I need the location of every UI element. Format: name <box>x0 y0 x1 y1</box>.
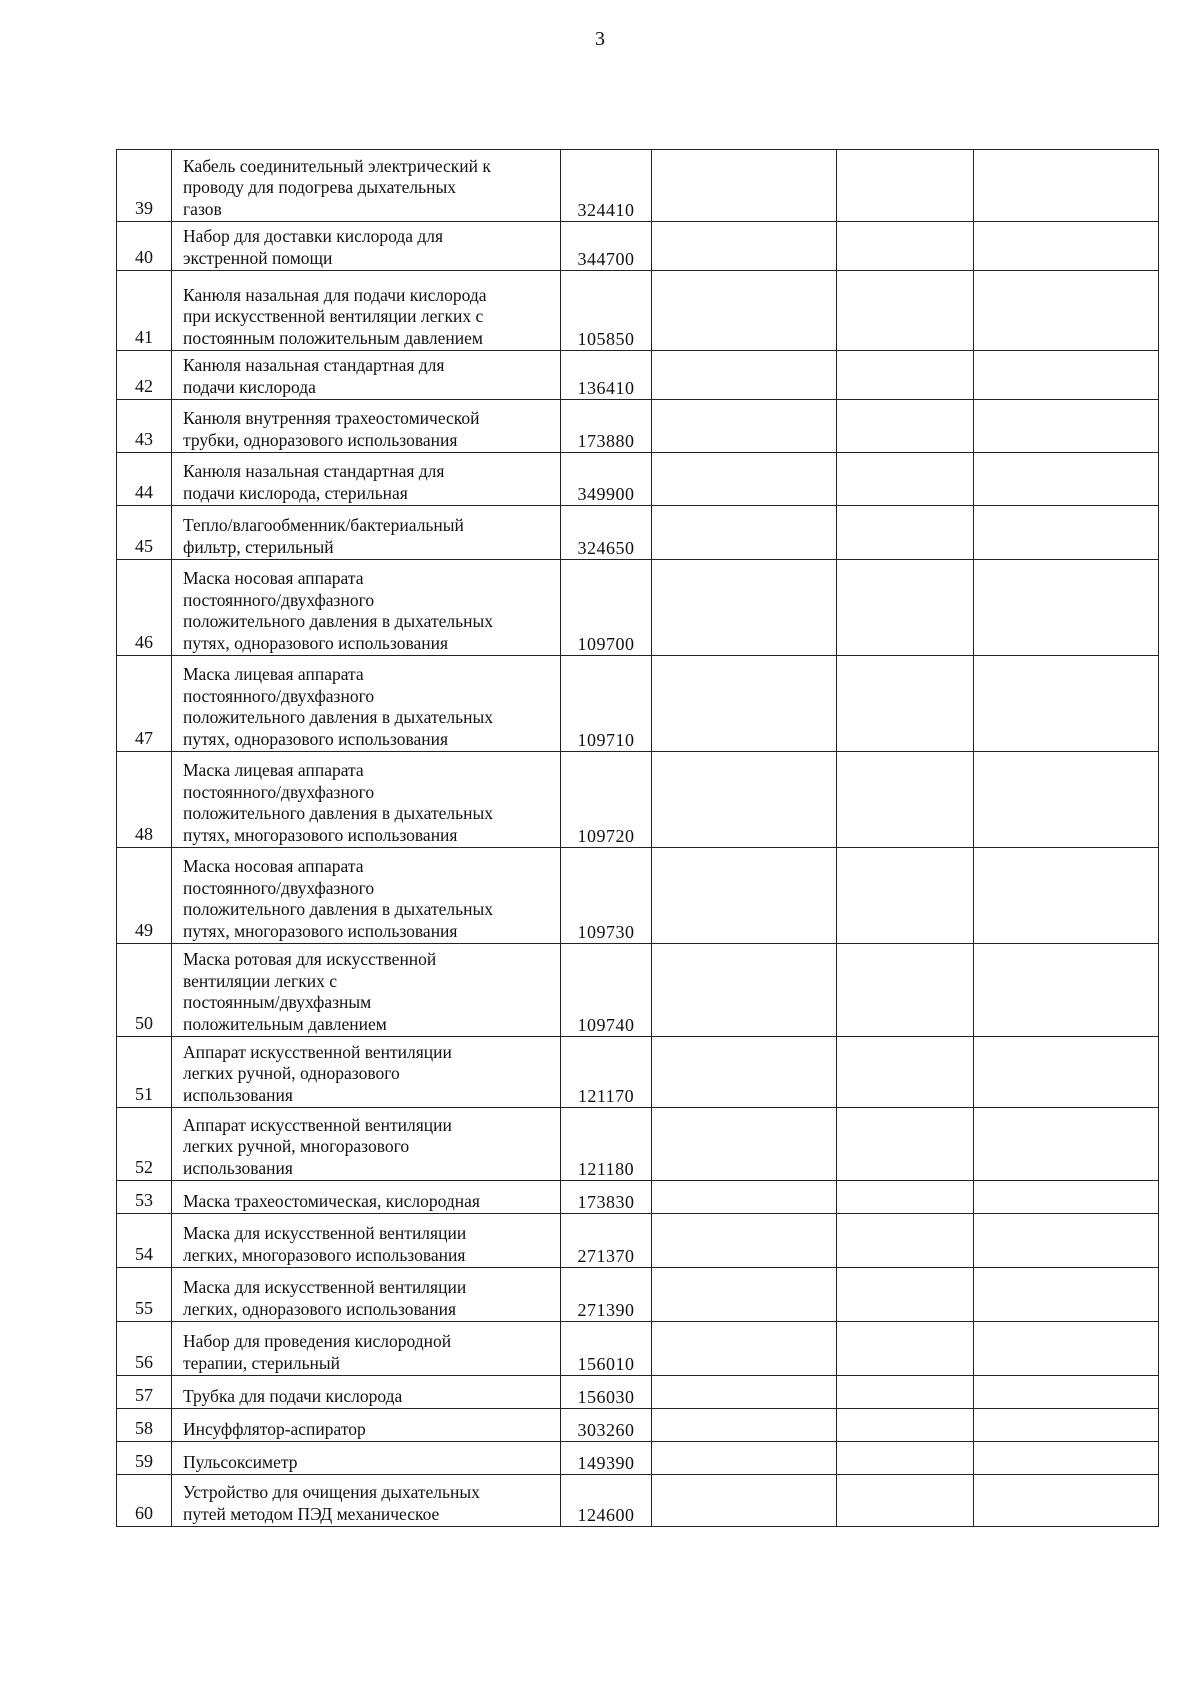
item-name-line: путях, многоразового использования <box>183 920 458 941</box>
item-name <box>172 1108 561 1181</box>
item-name-line: путей методом ПЭД механическое <box>183 1503 440 1524</box>
item-name-line: путях, одноразового использования <box>183 632 449 653</box>
table-row <box>117 271 1159 351</box>
empty-cell <box>652 453 837 506</box>
empty-cell <box>652 1322 837 1376</box>
item-name-line: использования <box>183 1157 293 1178</box>
item-name <box>172 271 561 351</box>
table-row <box>117 506 1159 560</box>
item-name-line: Канюля назальная для подачи кислорода <box>183 284 487 305</box>
row-number: 46 <box>117 560 172 656</box>
item-name <box>172 351 561 400</box>
table-row <box>117 400 1159 453</box>
item-code: 109710 <box>561 656 652 752</box>
item-name-line: Кабель соединительный электрический к <box>183 155 491 176</box>
item-name-line: Маска лицевая аппарата <box>183 664 364 684</box>
item-name-line: Маска для искусственной вентиляции <box>183 1277 467 1297</box>
item-name <box>172 1442 561 1475</box>
empty-cell <box>974 1376 1159 1409</box>
empty-cell <box>837 1409 974 1442</box>
item-name <box>172 1322 561 1376</box>
item-name <box>172 1181 561 1214</box>
item-name-line: Маска лицевая аппарата <box>183 760 364 780</box>
item-name-line: легких ручной, многоразового <box>183 1136 410 1156</box>
table-row <box>117 1268 1159 1322</box>
empty-cell <box>652 506 837 560</box>
empty-cell <box>837 271 974 351</box>
empty-cell <box>974 944 1159 1037</box>
row-number: 41 <box>117 271 172 351</box>
item-name-line: Канюля внутренняя трахеостомической <box>183 408 480 428</box>
empty-cell <box>837 1475 974 1527</box>
empty-cell <box>974 1442 1159 1475</box>
item-name-line: путях, одноразового использования <box>183 728 449 749</box>
item-name-line: Канюля назальная стандартная для <box>183 461 445 481</box>
table-row <box>117 222 1159 271</box>
table-row <box>117 560 1159 656</box>
empty-cell <box>974 506 1159 560</box>
empty-cell <box>652 1108 837 1181</box>
empty-cell <box>974 1475 1159 1527</box>
table-row <box>117 1475 1159 1527</box>
table-row <box>117 1442 1159 1475</box>
empty-cell <box>974 150 1159 222</box>
item-name-line: использования <box>183 1084 293 1105</box>
item-code: 121180 <box>561 1108 652 1181</box>
item-name-line: постоянным/двухфазным <box>183 992 372 1012</box>
row-number: 58 <box>117 1409 172 1442</box>
item-name <box>172 150 561 222</box>
item-code: 271370 <box>561 1214 652 1268</box>
table-row <box>117 1108 1159 1181</box>
item-name-line: постоянного/двухфазного <box>183 781 375 802</box>
item-name-line: положительного давления в дыхательных <box>183 899 493 919</box>
empty-cell <box>652 1214 837 1268</box>
empty-cell <box>974 656 1159 752</box>
empty-cell <box>837 1108 974 1181</box>
empty-cell <box>652 1475 837 1527</box>
table-row <box>117 1322 1159 1376</box>
row-number: 59 <box>117 1442 172 1475</box>
item-code: 109740 <box>561 944 652 1037</box>
empty-cell <box>652 150 837 222</box>
item-name-line: экстренной помощи <box>183 247 333 268</box>
table-row <box>117 1181 1159 1214</box>
item-name <box>172 453 561 506</box>
item-name-line: Устройство для очищения дыхательных <box>183 1482 480 1502</box>
empty-cell <box>837 1181 974 1214</box>
item-code: 149390 <box>561 1442 652 1475</box>
table-body <box>117 150 1159 1527</box>
table-row <box>117 1376 1159 1409</box>
table-row <box>117 1409 1159 1442</box>
item-code: 349900 <box>561 453 652 506</box>
item-code: 109730 <box>561 848 652 944</box>
row-number: 60 <box>117 1475 172 1527</box>
item-name-line: газов <box>183 198 222 219</box>
empty-cell <box>837 656 974 752</box>
row-number: 44 <box>117 453 172 506</box>
equipment-table <box>116 149 1159 1527</box>
row-number: 57 <box>117 1376 172 1409</box>
item-code: 173880 <box>561 400 652 453</box>
empty-cell <box>837 453 974 506</box>
empty-cell <box>652 560 837 656</box>
item-name-line: постоянного/двухфазного <box>183 685 375 706</box>
item-name-line: Маска ротовая для искусственной <box>183 949 437 969</box>
item-name-line: Маска для искусственной вентиляции <box>183 1223 467 1243</box>
item-code: 173830 <box>561 1181 652 1214</box>
item-name-line: постоянного/двухфазного <box>183 877 375 898</box>
item-name-line: Маска трахеостомическая, кислородная <box>183 1190 480 1211</box>
item-code: 105850 <box>561 271 652 351</box>
table-row <box>117 150 1159 222</box>
item-code: 109700 <box>561 560 652 656</box>
item-name <box>172 1268 561 1322</box>
row-number: 52 <box>117 1108 172 1181</box>
row-number: 39 <box>117 150 172 222</box>
item-name <box>172 222 561 271</box>
item-name <box>172 1037 561 1108</box>
empty-cell <box>652 1268 837 1322</box>
item-name <box>172 1409 561 1442</box>
item-name-line: постоянным положительным давлением <box>183 327 484 348</box>
empty-cell <box>974 1409 1159 1442</box>
item-name-line: терапии, стерильный <box>183 1352 341 1373</box>
item-code: 121170 <box>561 1037 652 1108</box>
empty-cell <box>652 271 837 351</box>
item-name <box>172 1376 561 1409</box>
item-code: 136410 <box>561 351 652 400</box>
row-number: 49 <box>117 848 172 944</box>
item-name <box>172 506 561 560</box>
empty-cell <box>652 351 837 400</box>
item-name-line: легких ручной, одноразового <box>183 1063 400 1083</box>
item-name-line: положительного давления в дыхательных <box>183 803 493 823</box>
item-code: 324410 <box>561 150 652 222</box>
empty-cell <box>652 400 837 453</box>
empty-cell <box>974 271 1159 351</box>
row-number: 55 <box>117 1268 172 1322</box>
row-number: 50 <box>117 944 172 1037</box>
item-name-line: Набор для проведения кислородной <box>183 1331 452 1351</box>
item-code: 271390 <box>561 1268 652 1322</box>
empty-cell <box>652 1409 837 1442</box>
item-name-line: проводу для подогрева дыхательных <box>183 177 456 197</box>
item-name-line: Маска носовая аппарата <box>183 856 364 876</box>
empty-cell <box>974 752 1159 848</box>
empty-cell <box>974 848 1159 944</box>
empty-cell <box>837 1037 974 1108</box>
item-code: 324650 <box>561 506 652 560</box>
item-code: 124600 <box>561 1475 652 1527</box>
empty-cell <box>974 1268 1159 1322</box>
item-code: 109720 <box>561 752 652 848</box>
item-name-line: Аппарат искусственной вентиляции <box>183 1114 452 1135</box>
empty-cell <box>652 1181 837 1214</box>
item-name-line: Трубка для подачи кислорода <box>183 1385 403 1406</box>
item-name-line: подачи кислорода, стерильная <box>183 482 408 503</box>
empty-cell <box>652 1442 837 1475</box>
empty-cell <box>837 506 974 560</box>
empty-cell <box>837 1376 974 1409</box>
item-name-line: при искусственной вентиляции легких с <box>183 306 484 326</box>
item-code: 156010 <box>561 1322 652 1376</box>
table-row <box>117 752 1159 848</box>
item-name-line: Тепло/влагообменник/бактериальный <box>183 515 464 535</box>
empty-cell <box>837 848 974 944</box>
table-row <box>117 1214 1159 1268</box>
empty-cell <box>974 1108 1159 1181</box>
empty-cell <box>837 351 974 400</box>
item-name-line: Набор для доставки кислорода для <box>183 226 444 246</box>
table-row <box>117 1037 1159 1108</box>
empty-cell <box>837 1214 974 1268</box>
item-name-line: фильтр, стерильный <box>183 536 334 557</box>
item-name-line: вентиляции легких с <box>183 970 337 991</box>
item-name-line: Пульсоксиметр <box>183 1451 298 1472</box>
item-name-line: путях, многоразового использования <box>183 824 458 845</box>
item-code: 156030 <box>561 1376 652 1409</box>
row-number: 53 <box>117 1181 172 1214</box>
row-number: 40 <box>117 222 172 271</box>
empty-cell <box>974 400 1159 453</box>
page-number: 3 <box>595 28 605 50</box>
empty-cell <box>837 150 974 222</box>
empty-cell <box>652 944 837 1037</box>
row-number: 48 <box>117 752 172 848</box>
item-name <box>172 560 561 656</box>
item-name-line: Инсуффлятор-аспиратор <box>183 1418 366 1439</box>
empty-cell <box>837 752 974 848</box>
row-number: 54 <box>117 1214 172 1268</box>
table-row <box>117 848 1159 944</box>
empty-cell <box>974 1037 1159 1108</box>
item-name <box>172 944 561 1037</box>
row-number: 42 <box>117 351 172 400</box>
empty-cell <box>652 656 837 752</box>
item-name-line: подачи кислорода <box>183 376 316 397</box>
item-name-line: Маска носовая аппарата <box>183 568 364 588</box>
empty-cell <box>652 1037 837 1108</box>
item-name-line: легких, многоразового использования <box>183 1244 466 1265</box>
empty-cell <box>652 1376 837 1409</box>
item-name <box>172 1475 561 1527</box>
empty-cell <box>974 453 1159 506</box>
item-name <box>172 400 561 453</box>
table-row <box>117 656 1159 752</box>
table-row <box>117 453 1159 506</box>
item-name-line: трубки, одноразового использования <box>183 429 458 450</box>
row-number: 56 <box>117 1322 172 1376</box>
empty-cell <box>837 944 974 1037</box>
item-name-line: Канюля назальная стандартная для <box>183 355 445 375</box>
empty-cell <box>652 222 837 271</box>
item-name-line: постоянного/двухфазного <box>183 589 375 610</box>
item-name-line: положительного давления в дыхательных <box>183 707 493 727</box>
empty-cell <box>974 222 1159 271</box>
row-number: 45 <box>117 506 172 560</box>
empty-cell <box>837 400 974 453</box>
empty-cell <box>837 222 974 271</box>
item-name <box>172 848 561 944</box>
empty-cell <box>974 1214 1159 1268</box>
empty-cell <box>974 1181 1159 1214</box>
empty-cell <box>974 560 1159 656</box>
table-row <box>117 944 1159 1037</box>
empty-cell <box>974 351 1159 400</box>
table-row <box>117 351 1159 400</box>
row-number: 51 <box>117 1037 172 1108</box>
empty-cell <box>974 1322 1159 1376</box>
empty-cell <box>652 848 837 944</box>
empty-cell <box>837 1442 974 1475</box>
empty-cell <box>652 752 837 848</box>
row-number: 47 <box>117 656 172 752</box>
item-name-line: положительным давлением <box>183 1013 387 1034</box>
item-name <box>172 656 561 752</box>
item-name-line: легких, одноразового использования <box>183 1298 457 1319</box>
empty-cell <box>837 1322 974 1376</box>
item-name <box>172 1214 561 1268</box>
item-name-line: Аппарат искусственной вентиляции <box>183 1041 452 1062</box>
empty-cell <box>837 1268 974 1322</box>
item-name <box>172 752 561 848</box>
row-number: 43 <box>117 400 172 453</box>
item-code: 344700 <box>561 222 652 271</box>
item-code: 303260 <box>561 1409 652 1442</box>
item-name-line: положительного давления в дыхательных <box>183 611 493 631</box>
empty-cell <box>837 560 974 656</box>
